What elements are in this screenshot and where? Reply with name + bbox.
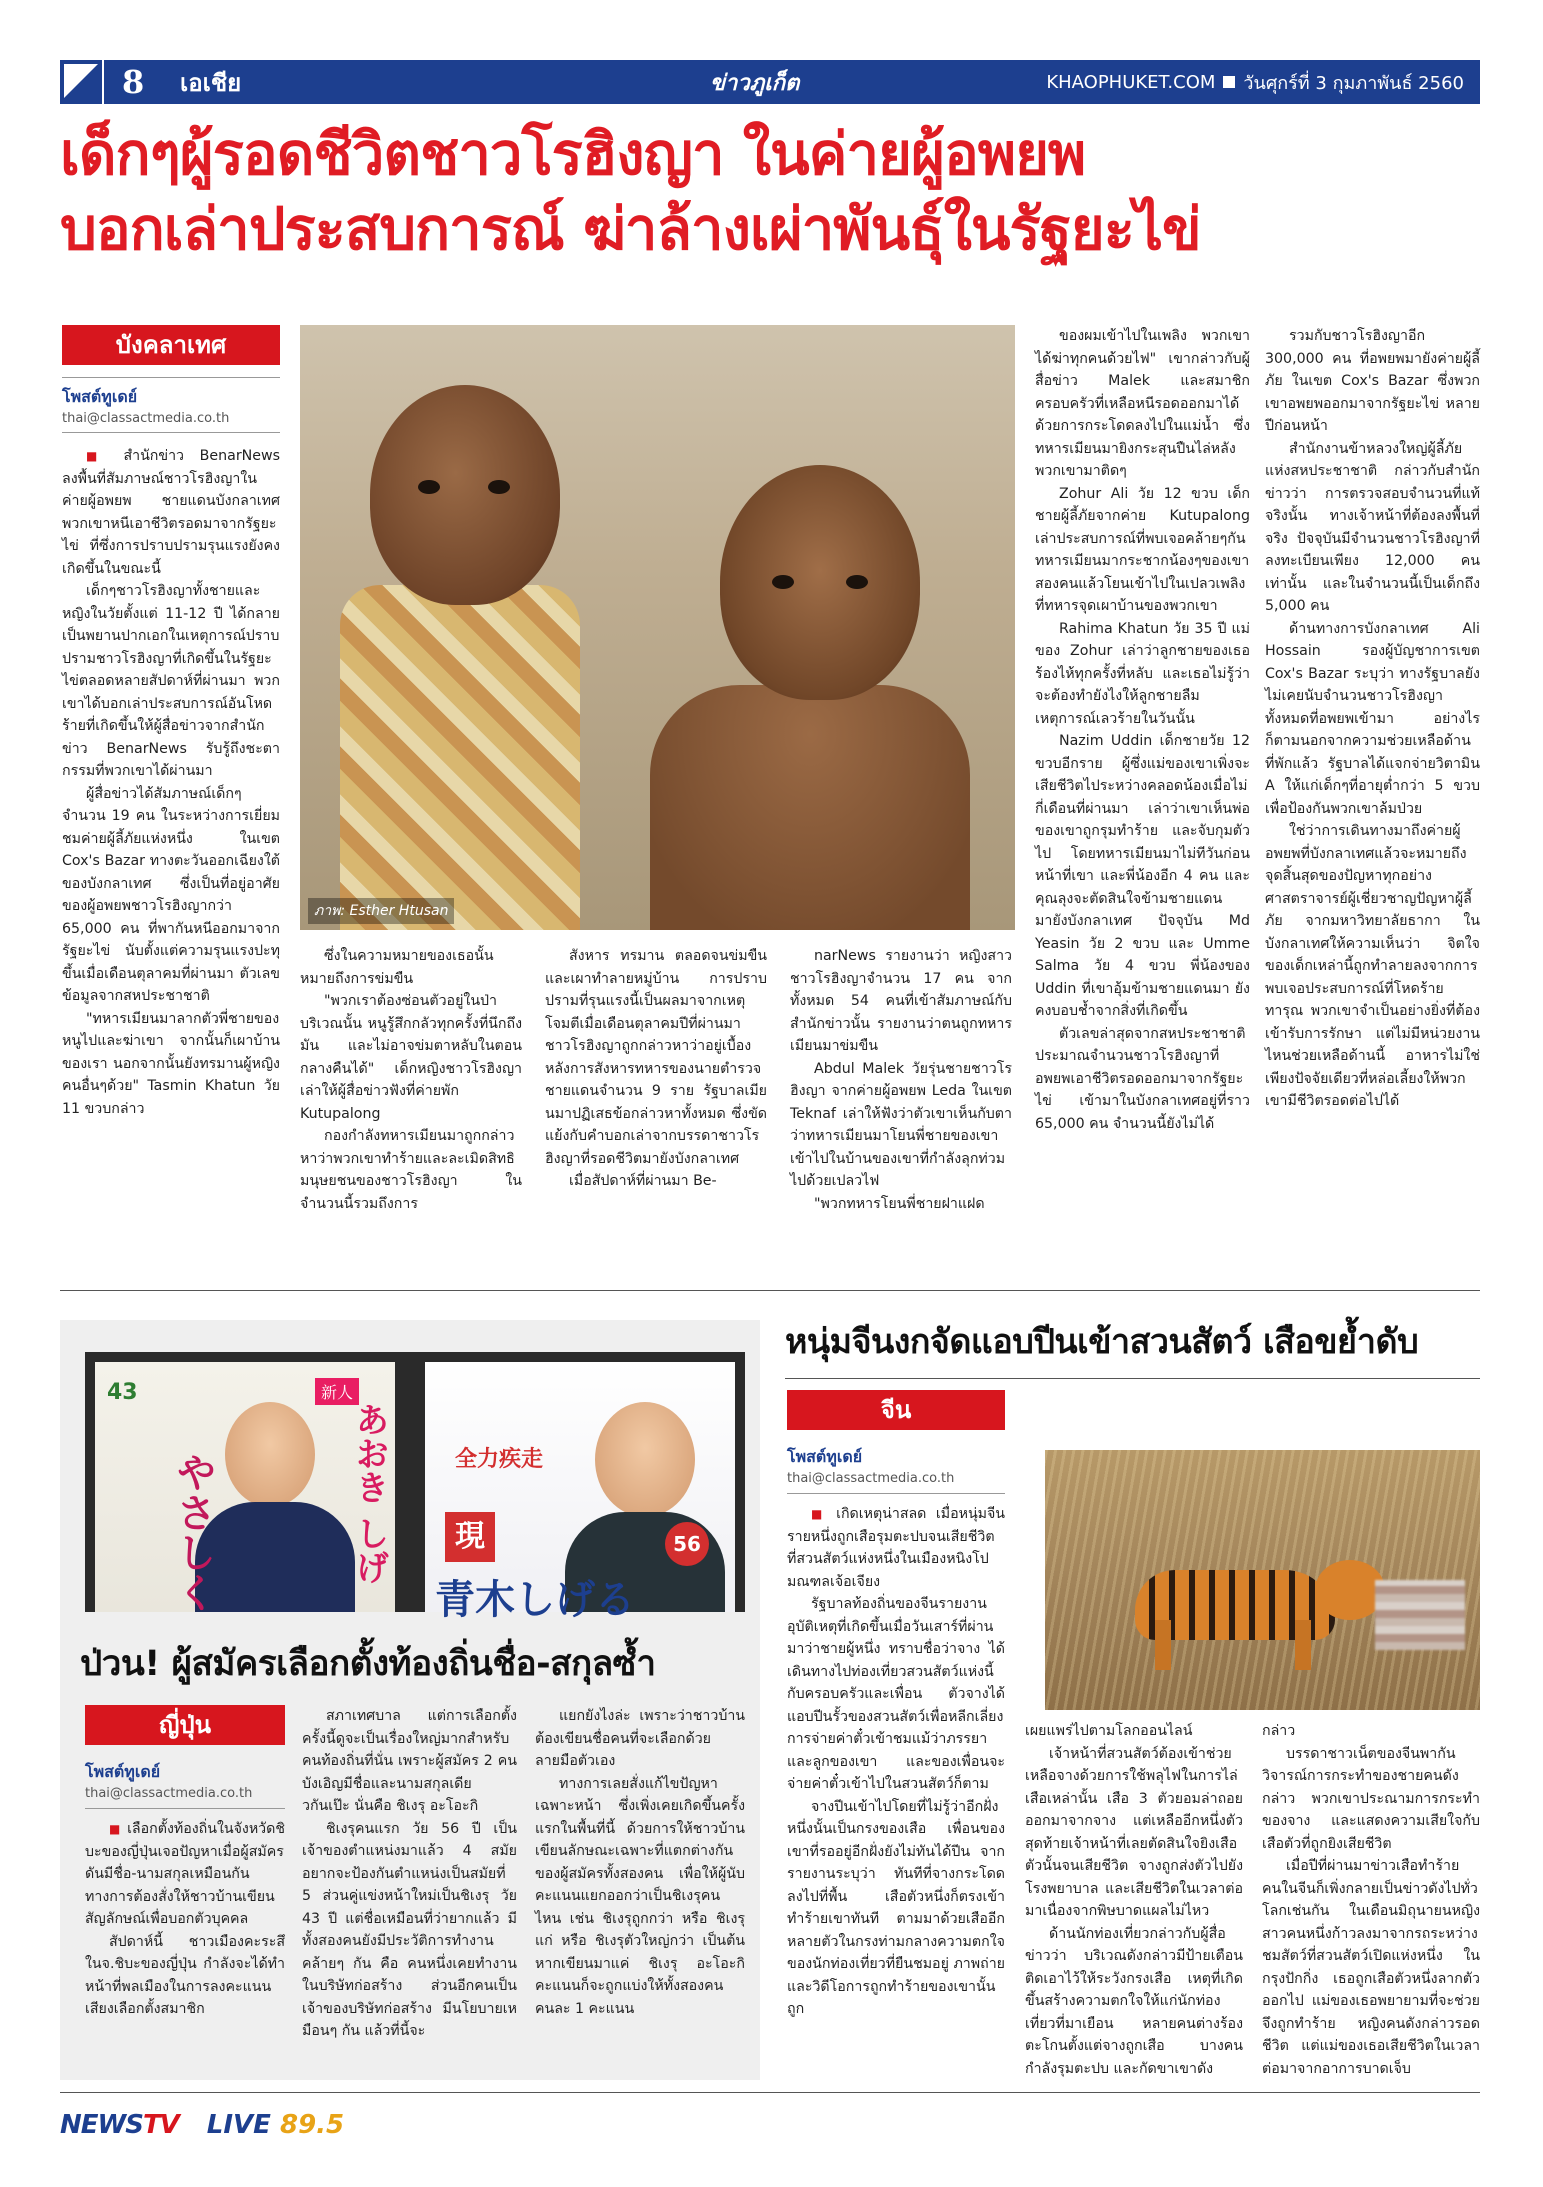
- japan-story-column-2: สภาเทศบาล แต่การเลือกตั้งครั้งนี้ดูจะเป็นเรื่องใหญ่มากสำหรับคนท้องถิ่นที่นั่น เพราะผู้สมัคร 2 คน บังเอิญมีชื่อและนามสกุลเดียวกันเป๊ะ นั่นคือ ชิเงรุ อะโอะกิ ชิเงรุคนแรก วัย 56 ปี เป็นเจ้าของตำแหน่งมาแล้ว 4 สมัย อยากจะป้องกันตำแหน่งเป็นสมัยที่ 5 ส่วนคู่แข่งหน้าใหม่เป็นชิเงรุ วัย 43 ปี แต่ชื่อเหมือนที่ว่ายากแล้ว มีทั้งสองคนยังมีประวัติการทำงานคล้ายๆ กัน คือ คนหนึ่งเคยทำงานในบริษัทก่อสร้าง ส่วนอีกคนเป็นเจ้าของบริษัทก่อสร้าง มีนโยบายเหมือนๆ กัน แล้วที่นี้จะ: [302, 1708, 517, 2039]
- child-right-face: [720, 465, 920, 700]
- japan-story-column-3: แยกยังไงล่ะ เพราะว่าชาวบ้านต้องเขียนชื่อคนที่จะเลือกด้วยลายมือตัวเอง ทางการเลยสั่งแก้ไขปัญหาเฉพาะหน้า ซึ่งเพิ่งเคยเกิดขึ้นครั้งแรกในพื้นที่นี้ ด้วยการให้ชาวบ้านเขียนลักษณะเฉพาะที่แตกต่างกันของผู้สมัครทั้งสองคน เพื่อให้ผู้นับคะแนนแยกออกว่าเป็นชิเงรุคนไหน เช่น ชิเงรุถูกกว่า หรือ ชิเงรุแก่ หรือ ชิเงรุตัวใหญ่กว่า เป็นต้น หากเขียนมาแค่ ชิเงรุ อะโอะกิ คะแนนก็จะถูกแบ่งให้ทั้งสองคนคนละ 1 คะแนน: [535, 1708, 745, 2017]
- photo-caption: ภาพ: Esther Htusan: [308, 898, 454, 924]
- divider: [62, 432, 280, 433]
- main-story-column-5: ของผมเข้าไปในเพลิง พวกเขาได้ฆ่าทุกคนด้วยไฟ" เขากล่าวกับผู้สื่อข่าว Malek และสมาชิกครอบครัวที่เหลือหนีรอดออกมาได้ด้วยการกระโดดลงไปในแม่น้ำ ซึ่งทหารเมียนมายิงกระสุนปืนไล่หลังพวกเขามาติดๆ Zohur Ali วัย 12 ขวบ เด็กชายผู้ลี้ภัยจากค่าย Kutupalong เล่าประสบการณ์ที่พบเจอคล้ายๆกัน ทหารเมียนมากระชากน้องๆของเขาสองคนแล้วโยนเข้าไปในเปลวเพลิงที่ทหารจุดเผาบ้านของพวกเขา Rahima Khatun วัย 35 ปี แม่ของ Zohur เล่าว่าลูกชายของเธอร้องไห้ทุกครั้งที่หลับ และเธอไม่รู้ว่าจะต้องทำยังไงให้ลูกชายลืมเหตุการณ์เลวร้ายในวันนั้น Nazim Uddin เด็กชายวัย 12 ขวบอีกราย ผู้ซึ่งแม่ของเขาเพิ่งจะเสียชีวิตไประหว่างคลอดน้องเมื่อไม่กี่เดือนที่ผ่านมา เล่าว่าเขาเห็นพ่อของเขาถูกรุมทำร้าย และจับกุมตัวไป โดยทหารเมียนมาไม่ทีวันก่อนหน้าที่เขา และพี่น้องอีก 4 คน และคุณลุงจะตัดสินใจข้ามชายแดนมายังบังกลาเทศ ปัจจุบัน Md Yeasin วัย 2 ขวบ และ Umme Salma วัย 4 ขวบ พี่น้องของ Uddin ที่เขาอุ้มข้ามชายแดนมา ยังคงบอบช้ำจากสิ่งที่เกิดขึ้น ตัวเลขล่าสุดจากสหประชาชาติประมาณจำนวนชาวโรฮิงญาที่อพยพเอาชีวิตรอดออกมาจากรัฐยะไข่ เข้ามาในบังกลาเทศอยู่ที่ราว 65,000 คน จำนวนนี้ยังไม่ได้: [1035, 328, 1250, 1132]
- main-story-column-2: ซึ่งในความหมายของเธอนั้นหมายถึงการข่มขืน "พวกเราต้องซ่อนตัวอยู่ในป่าบริเวณนั้น หนูรู้สึกกลัวทุกครั้งที่นึกถึงมัน และไม่อาจข่มตาหลับในตอนกลางคืนได้" เด็กหญิงชาวโรฮิงญา เล่าให้ผู้สื่อข่าวฟังที่ค่ายพัก Kutupalong กองกำลังทหารเมียนมาถูกกล่าวหาว่าพวกเขาทำร้ายและละเมิดสิทธิมนุษยชนของชาวโรฮิงญา ในจำนวนนี้รวมถึงการ: [300, 948, 522, 1212]
- japan-headline: ป่วน! ผู้สมัครเลือกตั้งท้องถิ่นชื่อ-สกุลซ้ำ: [80, 1644, 656, 1684]
- tiger-leg: [1295, 1620, 1311, 1670]
- page-header-bar: [60, 60, 1480, 104]
- section-name: เอเชีย: [180, 68, 242, 97]
- byline-name: โพสต์ทูเดย์: [85, 1762, 161, 1781]
- page-number: 8: [122, 63, 145, 101]
- main-headline-line1: เด็กๆผู้รอดชีวิตชาวโรฮิงญา ในค่ายผู้อพยพ: [60, 120, 1086, 188]
- china-story-column-2: เผยแพร่ไปตามโลกออนไลน์ เจ้าหน้าที่สวนสัตว์ต้องเข้าช่วยเหลือจางด้วยการใช้พลุไฟในการไล่เสือเหล่านั้น เสือ 3 ตัวยอมล่าถอยออกมาจากจาง แต่เหลืออีกหนึ่งตัว สุดท้ายเจ้าหน้าที่เลยตัดสินใจยิงเสือตัวนั้นจนเสียชีวิต จางถูกส่งตัวไปยังโรงพยาบาล และเสียชีวิตในเวลาต่อมาเนื่องจากพิษบาดแผลไม่ไหว ด้านนักท่องเที่ยวกล่าวกับผู้สื่อข่าวว่า บริเวณดังกล่าวมีป้ายเตือนติดเอาไว้ให้ระวังกรงเสือ เหตุที่เกิดขึ้นสร้างความตกใจให้แก่นักท่องเที่ยวที่มาเยือน หลายคนต่างร้องตะโกนตั้งแต่จางถูกเสือ บางคนกำลังรุมตะปบ และกัดขาเขาดัง: [1025, 1723, 1243, 2077]
- main-story-column-4: narNews รายงานว่า หญิงสาวชาวโรฮิงญาจำนวน 17 คน จากทั้งหมด 54 คนที่เข้าสัมภาษณ์กับสำนักข่าวนั้น รายงานว่าตนถูกทหารเมียนมาข่มขืน Abdul Malek วัยรุ่นชายชาวโรฮิงญา จากค่ายผู้อพยพ Leda ในเขต Teknaf เล่าให้ฟังว่าตัวเขาเห็นกับตาว่าทหารเมียนมาโยนพี่ชายของเขาเข้าไปในบ้านของเขาที่กำลังลุกท่วมไปด้วยเปลวไฟ "พวกทหารโยนพี่ชายฝาแฝด: [790, 948, 1012, 1212]
- poster-2-number: 56: [665, 1522, 709, 1566]
- china-byline: [787, 1445, 954, 1486]
- main-story-column-6: รวมกับชาวโรฮิงญาอีก 300,000 คน ที่อพยพมายังค่ายผู้ลี้ภัย ในเขต Cox's Bazar ซึ่งพวกเขาอพยพออกมาจากรัฐยะไข่ หลายปีก่อนหน้า สำนักงานข้าหลวงใหญ่ผู้ลี้ภัยแห่งสหประชาชาติ กล่าวกับสำนักข่าวว่า การตรวจสอบจำนวนที่แท้จริงนั้น ทางเจ้าหน้าที่ต้องลงพื้นที่จริง ปัจจุบันมีจำนวนชาวโรฮิงญาที่ลงทะเบียนเพียง 12,000 คน เท่านั้น และในจำนวนนี้เป็นเด็กถึง 5,000 คน ด้านทางการบังกลาเทศ Ali Hossain รองผู้บัญชาการเขต Cox's Bazar ระบุว่า ทางรัฐบาลยังไม่เคยนับจำนวนชาวโรฮิงญาทั้งหมดที่อพยพเข้ามา อย่างไรก็ตามนอกจากความช่วยเหลือด้านที่พักแล้ว รัฐบาลได้แจกจ่ายวิตามิน A ให้แก่เด็กๆที่อายุต่ำกว่า 5 ขวบ เพื่อป้องกันพวกเขาล้มป่วย ใช่ว่าการเดินทางมาถึงค่ายผู้อพยพที่บังกลาเทศแล้วจะหมายถึงจุดสิ้นสุดของปัญหาทุกอย่าง ศาสตราจารย์ผู้เชี่ยวชาญปัญหาผู้ลี้ภัย จากมหาวิทยาลัยธากา ในบังกลาเทศให้ความเห็นว่า จิตใจของเด็กเหล่านี้ถูกทำลายลงจากการพบเจอประสบการณ์ที่โหดร้ายทารุณ พวกเขาจำเป็นอย่างยิ่งที่ต้องเข้ารับการรักษา แต่ไม่มีหน่วยงานไหนช่วยเหลือด้านนี้ อาหารไม่ใช่เพียงปัจจัยเดียวที่หล่อเลี้ยงให้พวกเขามีชีวิตรอดต่อไปได้: [1265, 328, 1480, 1109]
- censored-blur-area: [1375, 1580, 1465, 1650]
- main-story-column-3: สังหาร ทรมาน ตลอดจนข่มขืนและเผาทำลายหมู่บ้าน การปราบปรามที่รุนแรงนี้เป็นผลมาจากเหตุโจมตีเมื่อเดือนตุลาคมปีที่ผ่านมา ชาวโรฮิงญาถูกกล่าวหาว่าอยู่เบื้องหลังการสังหารทหารของนายตำรวจชายแดนจำนวน 9 ราย รัฐบาลเมียนมาปฏิเสธข้อกล่าวหาทั้งหมด ซึ่งขัดแย้งกับคำบอกเล่าจากบรรดาชาวโรฮิงญาที่รอดชีวิตมายังบังกลาเทศ เมื่อสัปดาห์ที่ผ่านมา Be-: [545, 948, 767, 1189]
- china-story-column-1: ■ เกิดเหตุน่าสลด เมื่อหนุ่มจีนรายหนึ่งถูกเสือรุมตะปบจนเสียชีวิต ที่สวนสัตว์แห่งหนึ่งในเมืองหนิงโป มณฑลเจ้อเจียง รัฐบาลท้องถิ่นของจีนรายงานอุบัติเหตุที่เกิดขึ้นเมื่อวันเสาร์ที่ผ่านมาว่าชายผู้หนึ่ง ทราบชื่อว่าจาง ได้เดินทางไปท่องเที่ยวสวนสัตว์แห่งนี้กับครอบครัวและเพื่อน ตัวจางได้แอบปีนรั้วของสวนสัตว์เพื่อหลีกเลี่ยงการจ่ายค่าตั๋วเข้าชมแม้ว่าภรรยาและลูกของเขา และของเพื่อนจะจ่ายค่าตั๋วเข้าไปในสวนสัตว์ก็ตาม จางปีนเข้าไปโดยที่ไม่รู้ว่าอีกฝั่งหนึ่งนั้นเป็นกรงของเสือ เพื่อนของเขาที่รออยู่อีกฝั่งยังไม่ทันได้ปีน จากรายงานระบุว่า ทันทีที่จางกระโดดลงไปที่พื้น เสือตัวหนึ่งก็ตรงเข้าทำร้ายเขาทันที ตามมาด้วยเสืออีกหลายตัวในกรงท่ามกลางความตกใจของนักท่องเที่ยวที่ยืนชมอยู่ ภาพถ่าย และวิดีโอการถูกทำร้ายของเขานั้นถูก: [787, 1503, 1005, 2063]
- rohingya-children-photo: [300, 325, 1015, 930]
- candidate-1-face: [225, 1402, 315, 1507]
- candidate-poster-1: [95, 1362, 395, 1612]
- poster-1-badge: 新人: [315, 1378, 359, 1405]
- divider: [85, 1808, 285, 1809]
- divider: [787, 1493, 1005, 1494]
- country-tag-china: จีน: [787, 1390, 1005, 1430]
- japan-byline: [85, 1760, 252, 1801]
- tiger-leg: [1155, 1620, 1171, 1670]
- news-tv-logo[interactable]: NEWSTV: [60, 2110, 179, 2140]
- child-left-face: [370, 385, 560, 605]
- website-link[interactable]: KHAOPHUKET.COM: [1046, 71, 1216, 93]
- byline-name: โพสต์ทูเดย์: [787, 1447, 863, 1466]
- main-headline-line2: บอกเล่าประสบการณ์ ฆ่าล้างเผ่าพันธุ์ในรัฐยะไข่: [60, 195, 1201, 263]
- poster-2-badge: 現: [445, 1512, 495, 1562]
- election-posters-photo: [85, 1352, 745, 1623]
- tiger-attack-photo: [1045, 1450, 1480, 1710]
- byline-name: โพสต์ทูเดย์: [62, 387, 138, 406]
- site-and-date: [1046, 68, 1464, 97]
- poster-1-name: あおき しげ: [349, 1402, 389, 1584]
- country-tag-bangladesh: บังคลาเทศ: [62, 325, 280, 365]
- child-right-figure: [650, 685, 970, 930]
- main-story-column-1: ■ สำนักข่าว BenarNews ลงพื้นที่สัมภาษณ์ชาวโรฮิงญาในค่ายผู้อพยพ ชายแดนบังกลาเทศ พวกเขาหนีเอาชีวิตรอดมาจากรัฐยะไข่ ที่ซึ่งการปราบปรามรุนแรงยังคงเกิดขึ้นในขณะนี้ เด็กๆชาวโรฮิงญาทั้งชายและหญิงในวัยตั้งแต่ 11-12 ปี ได้กลายเป็นพยานปากเอกในเหตุการณ์ปราบปรามชาวโรฮิงญาที่เกิดขึ้นในรัฐยะไข่ตลอดหลายสัปดาห์ที่ผ่านมา พวกเขาได้บอกเล่าประสบการณ์อันโหดร้ายที่เกิดขึ้นให้ผู้สื่อข่าวจากสำนักข่าว BenarNews รับรู้ถึงชะตากรรมที่พวกเขาได้ผ่านมา ผู้สื่อข่าวได้สัมภาษณ์เด็กๆจำนวน 19 คน ในระหว่างการเยี่ยมชมค่ายผู้ลี้ภัยแห่งหนึ่ง ในเขต Cox's Bazar ทางตะวันออกเฉียงใต้ของบังกลาเทศ ซึ่งเป็นที่อยู่อาศัยของผู้อพยพชาวโรฮิงญากว่า 65,000 คน ที่พากันหนีออกมาจากรัฐยะไข่ นับตั้งแต่ความรุนแรงปะทุขึ้นเมื่อเดือนตุลาคมที่ผ่านมา ตัวเลขข้อมูลจากสหประชาชาติ "ทหารเมียนมาลากตัวพี่ชายของหนูไปและฆ่าเขา จากนั้นก็เผาบ้านของเรา นอกจากนั้นยังทรมานผู้หญิงคนอื่นๆด้วย" Tasmin Khatun วัย 11 ขวบกล่าว: [62, 445, 280, 1275]
- publication-name: ข่าวภูเก็ต: [710, 70, 800, 96]
- byline-email[interactable]: thai@classactmedia.co.th: [85, 1786, 253, 1801]
- divider: [62, 377, 280, 378]
- footer-logos: [60, 2110, 344, 2140]
- publication-corner-logo-icon: [60, 60, 104, 104]
- issue-date: วันศุกร์ที่ 3 กุมภาพันธ์ 2560: [1243, 72, 1464, 94]
- japan-story-column-1: ■ เลือกตั้งท้องถิ่นในจังหวัดชิบะของญี่ปุ่นเจอปัญหาเมื่อผู้สมัครดันมีชื่อ-นามสกุลเหมือนกัน ทางการต้องสั่งให้ชาวบ้านเขียนสัญลักษณ์เพื่อบอกตัวบุคคล สัปดาห์นี้ ชาวเมืองคะระสึในจ.ชิบะของญี่ปุ่น กำลังจะได้ทำหน้าที่พลเมืองในการลงคะแนนเสียงเลือกตั้งสมาชิก: [85, 1818, 285, 2063]
- live-radio-logo[interactable]: LIVE 89.5: [206, 2110, 345, 2140]
- poster-1-number: 43: [107, 1380, 138, 1405]
- poster-2-name: 青木しげる: [435, 1577, 635, 1623]
- child-left-figure: [340, 585, 580, 930]
- candidate-poster-2: [425, 1362, 735, 1623]
- china-headline: หนุ่มจีนงกจัดแอบปีนเข้าสวนสัตว์ เสือขย้ำดับ: [785, 1322, 1419, 1362]
- byline-email[interactable]: thai@classactmedia.co.th: [787, 1471, 955, 1486]
- candidate-2-face: [595, 1402, 695, 1517]
- poster-2-slogan: 全力疾走: [455, 1447, 544, 1472]
- china-story-column-3: กล่าว บรรดาชาวเน็ตของจีนพากันวิจารณ์การกระทำของชายคนดังกล่าว พวกเขาประณามการกระทำของจาง และแสดงความเสียใจกับเสือตัวที่ถูกยิงเสียชีวิต เมื่อปีที่ผ่านมาข่าวเสือทำร้ายคนในจีนก็เพิ่งกลายเป็นข่าวดังไปทั่วโลกเช่นกัน ในเดือนมิถุนายนหญิงสาวคนหนึ่งก้าวลงมาจากรถระหว่างชมสัตว์ที่สวนสัตว์เปิดแห่งหนึ่ง ในกรุงปักกิ่ง เธอถูกเสือตัวหนึ่งลากตัวออกไป แม่ของเธอพยายามที่จะช่วยจึงถูกทำร้าย หญิงคนดังกล่าวรอดชีวิต แต่แม่ของเธอเสียชีวิตในเวลาต่อมาจากอาการบาดเจ็บ: [1262, 1723, 1480, 2077]
- country-tag-japan: ญี่ปุ่น: [85, 1705, 285, 1745]
- divider: [785, 1378, 1480, 1379]
- separator-square-icon: [1223, 76, 1235, 88]
- main-byline: [62, 385, 229, 426]
- byline-email[interactable]: thai@classactmedia.co.th: [62, 411, 230, 426]
- poster-1-vertical-text: やさしく: [170, 1452, 216, 1612]
- footer-divider: [60, 2092, 1480, 2093]
- section-divider: [60, 1290, 1480, 1291]
